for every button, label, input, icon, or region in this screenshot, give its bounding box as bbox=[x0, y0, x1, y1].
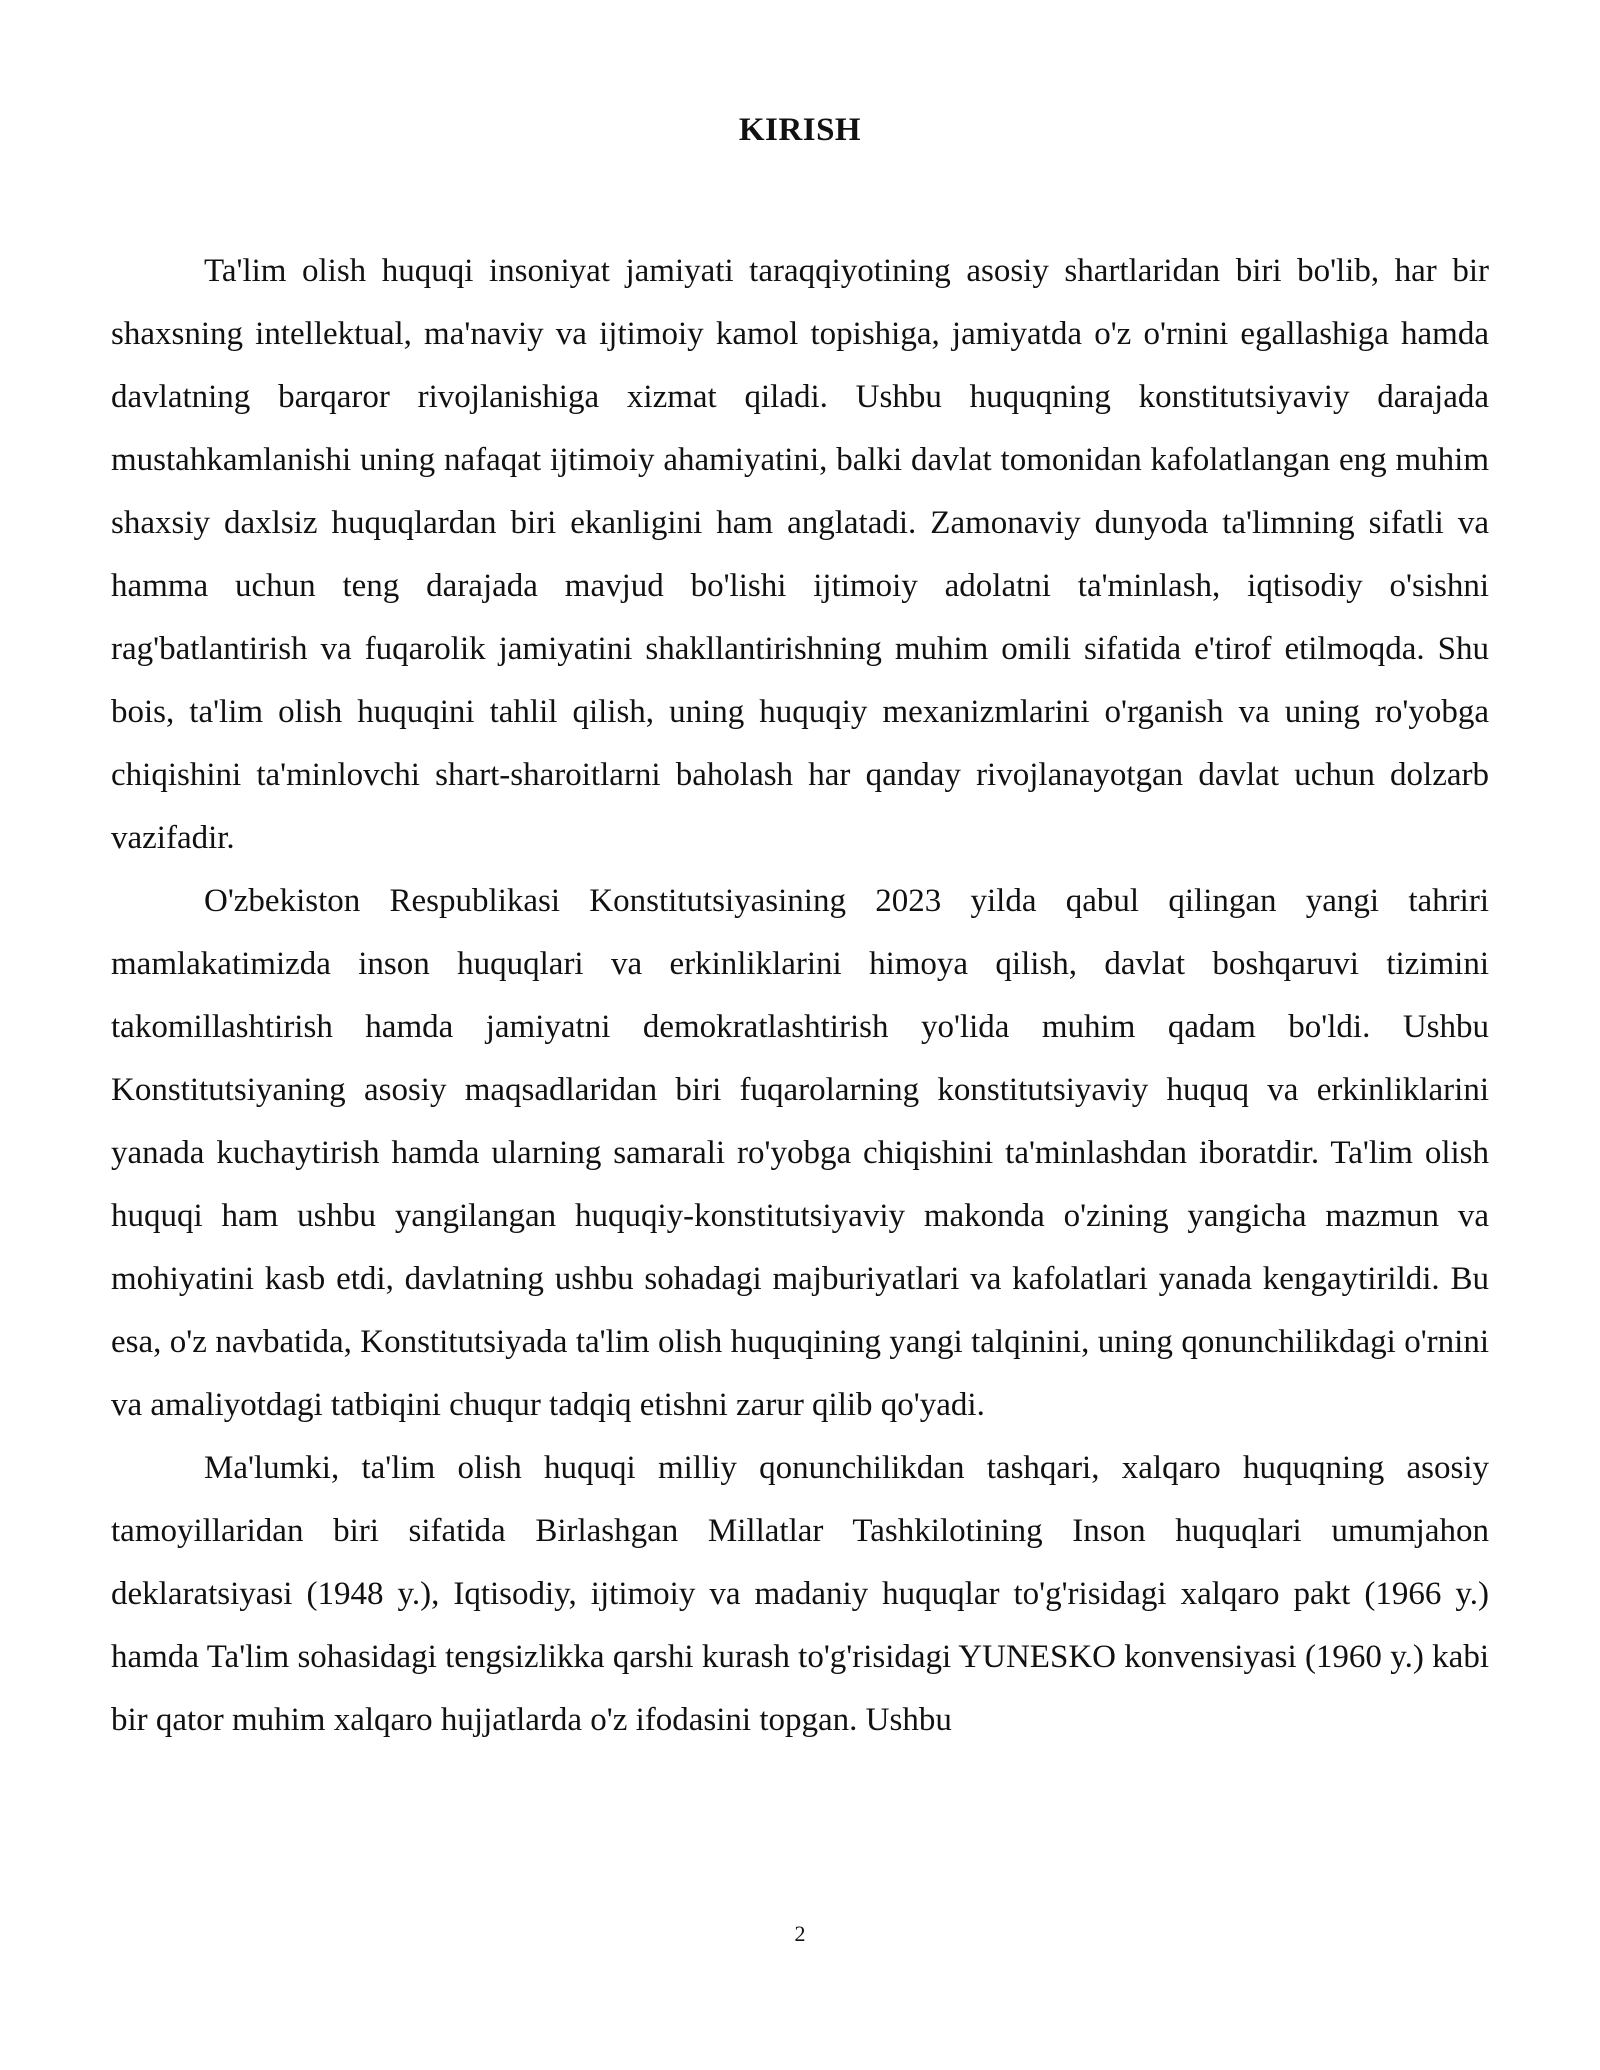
paragraph-3: Ma'lumki, ta'lim olish huquqi milliy qonunchilikdan tashqari, xalqaro huquqning asosiy tamoyillaridan biri sifatida Birlashgan Millatlar Tashkilotining Inson huquqlari umumjahon deklaratsiyasi (1948 y.), Iqtisodiy, ijtimoiy va madaniy huquqlar to'g'risidagi xalqaro pakt (1966 y.) hamda Ta'lim sohasidagi tengsizlikka qarshi kurash to'g'risidagi YUNESKO konvensiyasi (1960 y.) kabi bir qator muhim xalqaro hujjatlarda o'z ifodasini topgan. Ushbu bbox=[111, 1450, 1489, 1738]
paragraph-2: O'zbekiston Respublikasi Konstitutsiyasining 2023 yilda qabul qilingan yangi tahriri mamlakatimizda inson huquqlari va erkinliklarini himoya qilish, davlat boshqaruvi tizimini takomillashtirish hamda jamiyatni demokratlashtirish yo'lida muhim qadam bo'ldi. Ushbu Konstitutsiyaning asosiy maqsadlaridan biri fuqarolarning konstitutsiyaviy huquq va erkinliklarini yanada kuchaytirish hamda ularning samarali ro'yobga chiqishini ta'minlashdan iboratdir. Ta'lim olish huquqi ham ushbu yangilangan huquqiy-konstitutsiyaviy makonda o'zining yangicha mazmun va mohiyatini kasb etdi, davlatning ushbu sohadagi majburiyatlari va kafolatlari yanada kengaytirildi. Bu esa, o'z navbatida, Konstitutsiyada ta'lim olish huquqining yangi talqinini, uning qonunchilikdagi o'rnini va amaliyotdagi tatbiqini chuqur tadqiq etishni zarur qilib qo'yadi. bbox=[111, 883, 1489, 1423]
page-number: 2 bbox=[794, 1921, 806, 1946]
page-title: KIRISH bbox=[738, 112, 862, 148]
body-text bbox=[111, 240, 1489, 1752]
paragraph-1: Ta'lim olish huquqi insoniyat jamiyati taraqqiyotining asosiy shartlaridan biri bo'lib, har bir shaxsning intellektual, ma'naviy va ijtimoiy kamol topishiga, jamiyatda o'z o'rnini egallashiga hamda davlatning barqaror rivojlanishiga xizmat qiladi. Ushbu huquqning konstitutsiyaviy darajada mustahkamlanishi uning nafaqat ijtimoiy ahamiyatini, balki davlat tomonidan kafolatlangan eng muhim shaxsiy daxlsiz huquqlardan biri ekanligini ham anglatadi. Zamonaviy dunyoda ta'limning sifatli va hamma uchun teng darajada mavjud bo'lishi ijtimoiy adolatni ta'minlash, iqtisodiy o'sishni rag'batlantirish va fuqarolik jamiyatini shakllantirishning muhim omili sifatida e'tirof etilmoqda. Shu bois, ta'lim olish huquqini tahlil qilish, uning huquqiy mexanizmlarini o'rganish va uning ro'yobga chiqishini ta'minlovchi shart-sharoitlarni baholash har qanday rivojlanayotgan davlat uchun dolzarb vazifadir. bbox=[111, 253, 1489, 856]
